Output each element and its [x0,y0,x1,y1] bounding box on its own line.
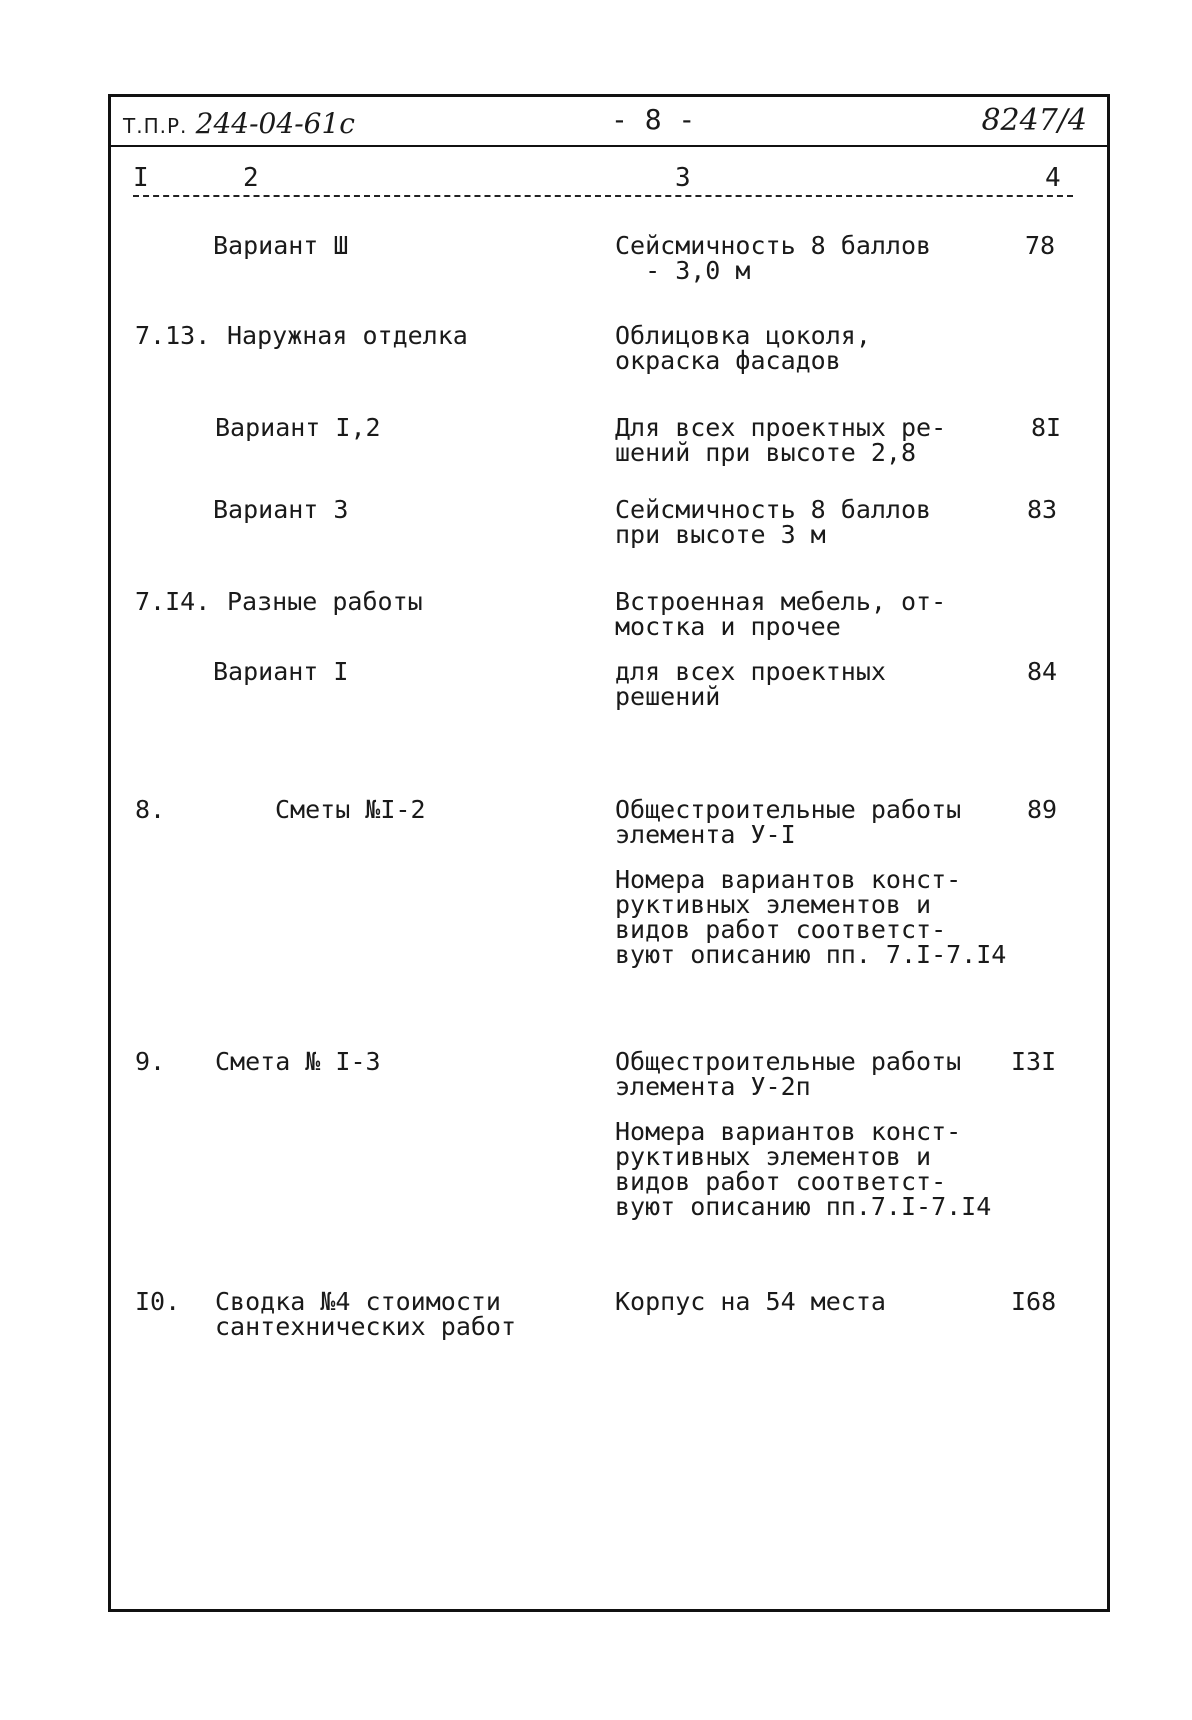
row-name: Вариант 3 [213,495,349,524]
row-description: Сейсмичность 8 баллов - 3,0 м [615,231,932,285]
row-description: для всех проектных решений [615,657,886,711]
document-code [123,107,355,140]
row-name: Сметы №I-2 [275,795,426,824]
code-number: 244-04-61с [195,107,355,140]
row-description: Общестроительные работы элемента У-2п [615,1047,962,1101]
row-description: Номера вариантов конст- руктивных элементов и видов работ соответст- вуют описанию пп.7.I-7.I4 [615,1117,992,1221]
row-number: I0. [135,1287,181,1316]
row-name: Наружная отделка [227,321,468,350]
row-name: Сводка №4 стоимости сантехнических работ [215,1287,517,1341]
column-4-label: 4 [1045,163,1061,193]
row-name: Смета № I-3 [215,1047,381,1076]
row-description: Облицовка цоколя, окраска фасадов [615,321,871,375]
row-page: 83 [1027,495,1058,524]
document-page [108,94,1110,1612]
row-description: Корпус на 54 места [615,1287,886,1316]
row-description: Номера вариантов конст- руктивных элементов и видов работ соответст- вуют описанию пп. 7.I-7.I4 [615,865,1007,969]
code-prefix: Т.П.Р. [123,114,188,138]
inventory-number: 8247/4 [981,103,1087,138]
row-page: 8I [1031,413,1062,442]
row-page: I3I [1011,1047,1057,1076]
row-page: 78 [1025,231,1056,260]
column-1-label: I [133,163,149,193]
row-name: Вариант Ш [213,231,349,260]
column-3-label: 3 [675,163,691,193]
row-page: 89 [1027,795,1058,824]
row-name: Вариант I,2 [215,413,381,442]
row-number: 9. [135,1047,166,1076]
column-divider [133,195,1073,197]
page-header [111,97,1107,147]
row-description: Сейсмичность 8 баллов при высоте 3 м [615,495,932,549]
row-description: Для всех проектных ре- шений при высоте 2,8 [615,413,947,467]
row-page: 84 [1027,657,1058,686]
row-name: Разные работы [227,587,423,616]
row-page: I68 [1011,1287,1057,1316]
row-name: Вариант I [213,657,349,686]
column-2-label: 2 [243,163,259,193]
row-number: 7.I4. [135,587,211,616]
row-description: Общестроительные работы элемента У-I [615,795,962,849]
row-number: 8. [135,795,166,824]
row-number: 7.13. [135,321,211,350]
column-numbers [111,163,1107,199]
row-description: Встроенная мебель, от- мостка и прочее [615,587,947,641]
page-number: - 8 - [611,103,696,136]
